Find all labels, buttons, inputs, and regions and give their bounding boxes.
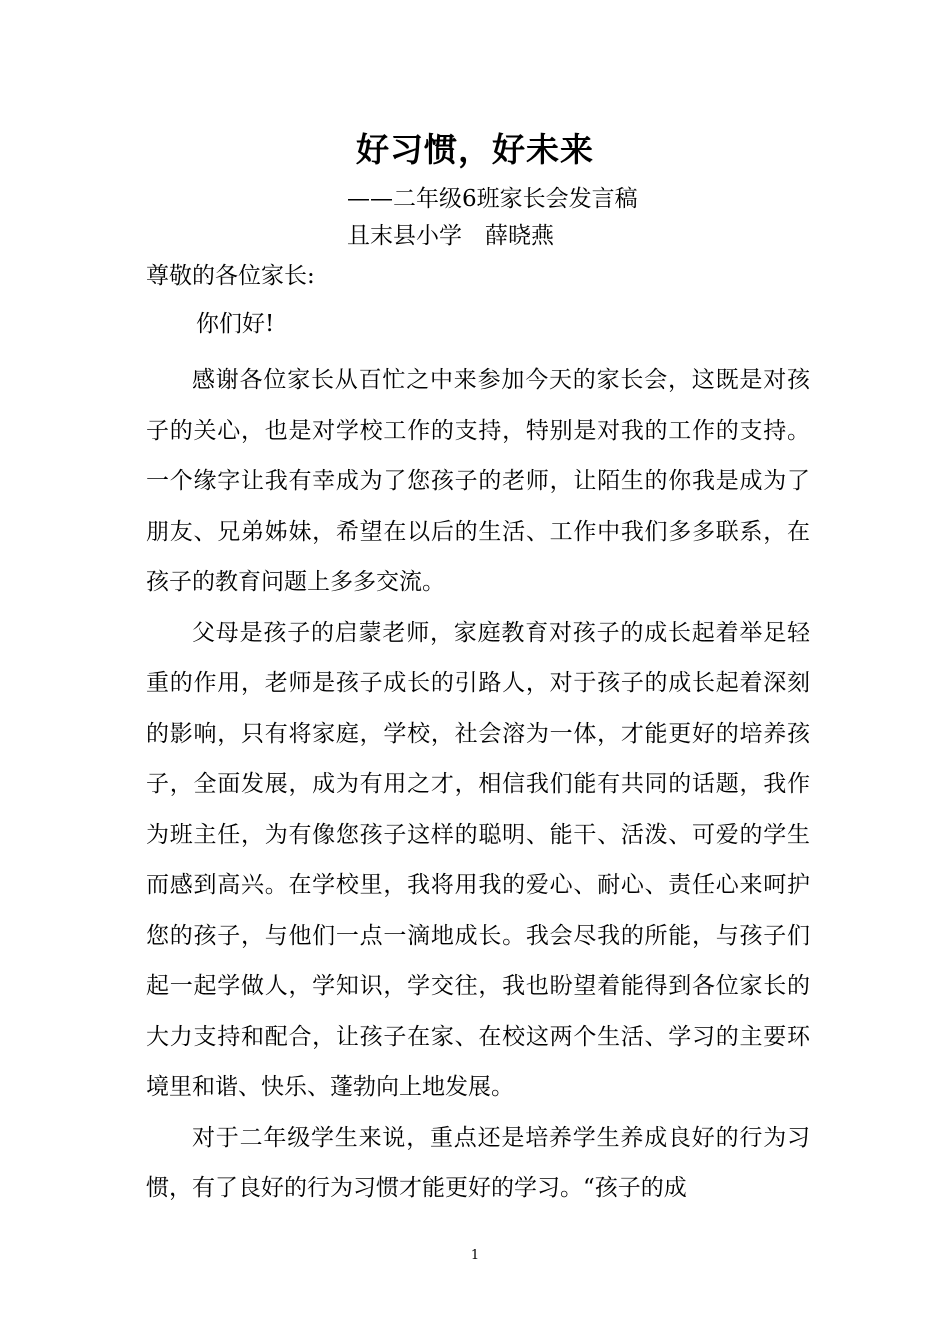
paragraph: 对于二年级学生来说，重点还是培养学生养成良好的行为习惯，有了良好的行为习惯才能更好的学习。“孩子的成 bbox=[146, 1124, 810, 1201]
salutation: 你们好! bbox=[196, 311, 275, 337]
author-line: 且末县小学 薛晓燕 bbox=[347, 223, 554, 249]
greeting: 尊敬的各位家长: bbox=[146, 263, 315, 289]
body-text bbox=[146, 355, 810, 1214]
paragraph: 父母是孩子的启蒙老师，家庭教育对孩子的成长起着举足轻重的作用，老师是孩子成长的引路人，对于孩子的成长起着深刻的影响，只有将家庭，学校，社会溶为一体，才能更好的培养孩子，全面发展，成为有用之才，相信我们能有共同的话题，我作为班主任，为有像您孩子这样的聪明、能干、活泼、可爱的学生而感到高兴。在学校里，我将用我的爱心、耐心、责任心来呵护您的孩子，与他们一点一滴地成长。我会尽我的所能，与孩子们起一起学做人，学知识，学交往，我也盼望着能得到各位家长的大力支持和配合，让孩子在家、在校这两个生活、学习的主要环境里和谐、快乐、蓬勃向上地发展。 bbox=[146, 619, 810, 1100]
document-title: 好习惯，好未来 bbox=[356, 130, 594, 169]
page-number: 1 bbox=[470, 1248, 480, 1263]
document-subtitle: ——二年级6班家长会发言稿 bbox=[347, 186, 638, 212]
paragraph: 感谢各位家长从百忙之中来参加今天的家长会，这既是对孩子的关心，也是对学校工作的支持，特别是对我的工作的支持。一个缘字让我有幸成为了您孩子的老师，让陌生的你我是成为了朋友、兄弟姊妹，希望在以后的生活、工作中我们多多联系，在孩子的教育问题上多多交流。 bbox=[146, 367, 810, 595]
